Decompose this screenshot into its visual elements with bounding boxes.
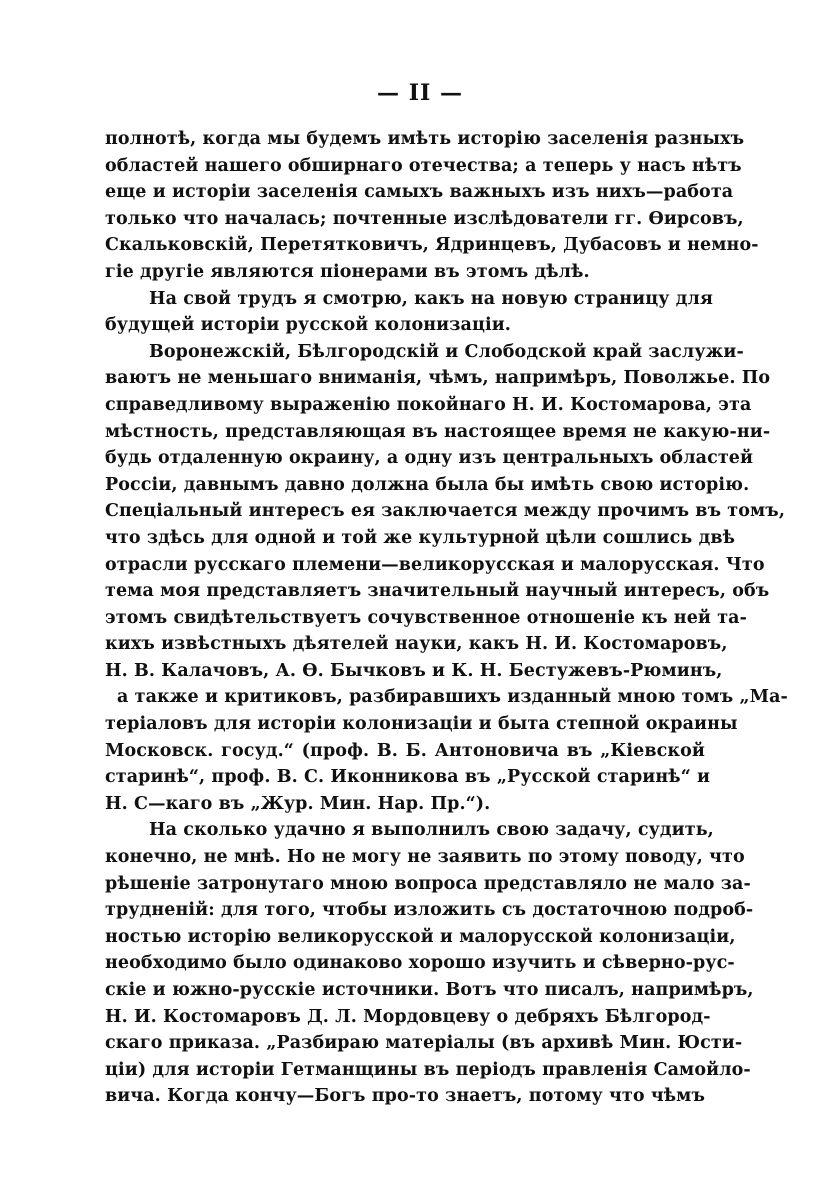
text-line: ціи) для исторіи Гетманщины въ періодъ правленія Самойло-	[105, 1059, 751, 1080]
text-line: кихъ извѣстныхъ дѣятелей науки, какъ Н. И. Костомаровъ,	[105, 634, 728, 655]
text-line: На сколько удачно я выполнилъ свою задачу, судить,	[149, 820, 714, 841]
text-line: Воронежскій, Бѣлгородскій и Слободской край заслужи-	[149, 341, 744, 362]
text-line: Скальковскій, Перетятковичъ, Ядринцевъ, Дубасовъ и немно-	[105, 235, 759, 256]
text-line: гіе другіе являются піонерами въ этомъ дѣлѣ.	[105, 261, 590, 282]
text-line: Н. В. Калачовъ, А. Ѳ. Бычковъ и К. Н. Бестужевъ-Рюминъ,	[105, 660, 723, 681]
text-line: трудненій: для того, чтобы изложить съ достаточною подроб-	[105, 900, 754, 921]
text-line: ностью исторію великорусской и малорусской колонизаціи,	[105, 926, 736, 947]
text-line: а также и критиковъ, разбиравшихъ изданный мною томъ „Ма-	[117, 687, 788, 708]
text-line: вича. Когда кончу—Богъ про-то знаетъ, потому что чѣмъ	[105, 1086, 705, 1107]
text-line: отрасли русскаго племени—великорусская и малорусская. Что	[105, 554, 765, 575]
text-line: еще и исторіи заселенія самыхъ важныхъ изъ нихъ—работа	[105, 182, 734, 203]
text-line: что здѣсь для одной и той же культурной цѣли сошлись двѣ	[105, 527, 735, 548]
text-line: скіе и южно-русскіе источники. Вотъ что писалъ, напримѣръ,	[105, 980, 754, 1000]
text-line: будь отдаленную окраину, а одну изъ центральныхъ областей	[105, 448, 754, 469]
text-line: конечно, не мнѣ. Но не могу не заявить по этому поводу, что	[105, 847, 745, 868]
text-line: Россіи, давнымъ давно должна была бы имѣть свою исторію.	[105, 474, 750, 495]
text-line: скаго приказа. „Разбираю матеріалы (въ архивѣ Мин. Юсти-	[105, 1033, 743, 1054]
text-line: будущей исторіи русской колонизаціи.	[105, 315, 511, 336]
text-line: тема моя представляетъ значительный научный интересъ, объ	[105, 581, 770, 602]
text-line: теріаловъ для исторіи колонизаціи и быта степной окраины	[105, 714, 738, 735]
text-line: областей нашего обширнаго отечества; а теперь у насъ нѣтъ	[105, 155, 742, 176]
text-line: этомъ свидѣтельствуетъ сочувственное отношеніе къ ней та-	[105, 607, 747, 628]
text-line: Н. И. Костомаровъ Д. Л. Мордовцеву о дебряхъ Бѣлгород-	[105, 1006, 711, 1027]
text-line: Спеціальный интересъ ея заключается между прочимъ въ томъ,	[105, 501, 786, 522]
text-line: мѣстность, представляющая въ настоящее время не какую-ни-	[105, 421, 771, 442]
text-line: необходимо было одинаково хорошо изучить и сѣверно-рус-	[105, 953, 735, 974]
text-line: Московск. госуд.“ (проф. В. Б. Антоновича въ „Кіевской	[105, 740, 705, 761]
text-line: рѣшеніе затронутаго мною вопроса представляло не мало за-	[105, 873, 751, 894]
text-line: ваютъ не меньшаго вниманія, чѣмъ, напримѣръ, Поволжье. По	[105, 368, 771, 389]
text-body	[105, 126, 788, 1110]
text-line: старинѣ“, проф. В. С. Иконникова въ „Русской старинѣ“ и	[105, 767, 711, 788]
text-line: справедливому выраженію покойнаго Н. И. Костомарова, эта	[105, 394, 752, 415]
page-number: — II —	[377, 80, 463, 106]
text-line: Н. С—каго въ „Жур. Мин. Нар. Пр.“).	[105, 793, 491, 814]
text-line: только что началась; почтенные изслѣдователи гг. Ѳирсовъ,	[105, 208, 744, 229]
text-line: На свой трудъ я смотрю, какъ на новую страницу для	[149, 288, 714, 309]
text-line: полнотѣ, когда мы будемъ имѣть исторію заселенія разныхъ	[105, 129, 745, 149]
